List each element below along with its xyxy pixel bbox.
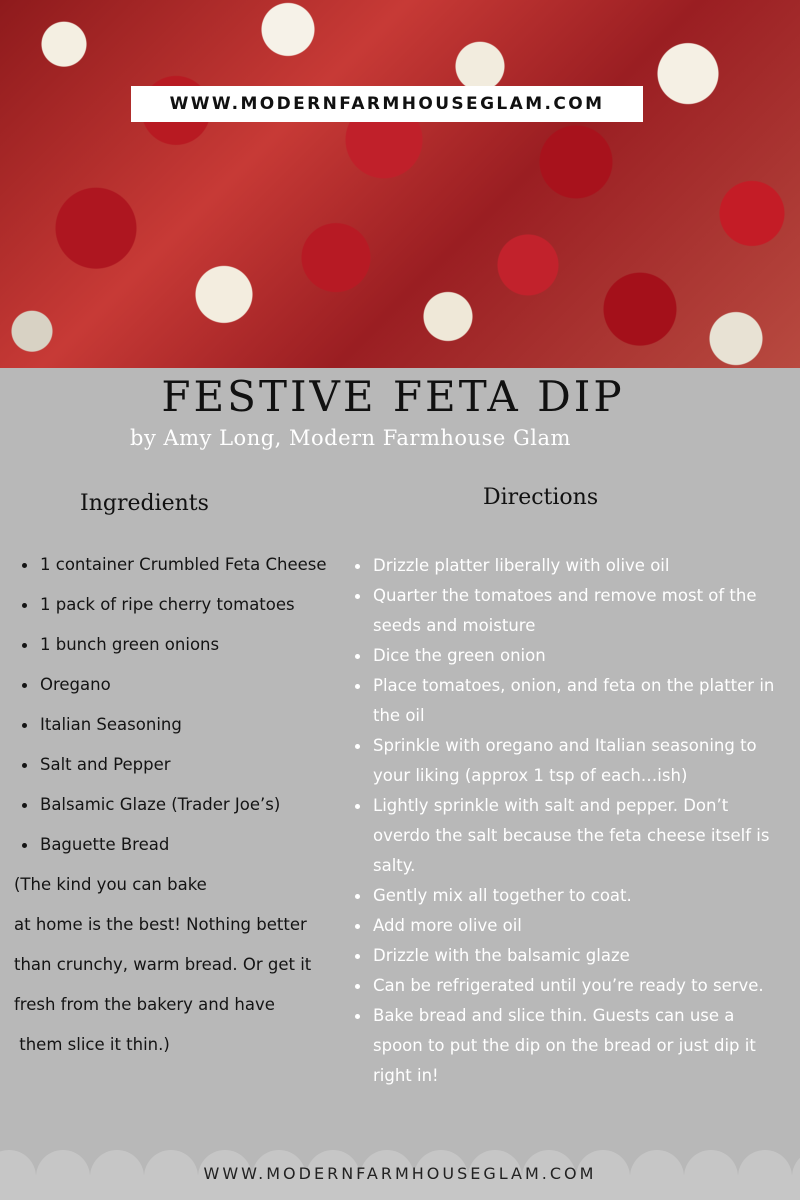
directions-heading: Directions <box>483 485 599 510</box>
ingredient-item: Italian Seasoning <box>20 710 350 750</box>
ingredient-item: Oregano <box>20 670 350 710</box>
ingredient-item: 1 container Crumbled Feta Cheese <box>20 550 350 590</box>
direction-step: Place tomatoes, onion, and feta on the platter in the oil <box>353 671 783 731</box>
hero-photo <box>0 0 800 368</box>
direction-step: Dice the green onion <box>353 641 783 671</box>
bread-note-line: fresh from the bakery and have <box>14 995 275 1014</box>
ingredient-item: 1 bunch green onions <box>20 630 350 670</box>
direction-step: Quarter the tomatoes and remove most of the seeds and moisture <box>353 581 783 641</box>
footer-url: WWW.MODERNFARMHOUSEGLAM.COM <box>203 1164 597 1183</box>
ingredient-item: 1 pack of ripe cherry tomatoes <box>20 590 350 630</box>
bread-note-line: than crunchy, warm bread. Or get it <box>14 955 312 974</box>
bread-note-line: at home is the best! Nothing better <box>14 915 307 934</box>
direction-step: Lightly sprinkle with salt and pepper. Don’t overdo the salt because the feta cheese itself is salty. <box>353 791 783 881</box>
bread-note <box>14 870 344 1070</box>
bread-note-line: (The kind you can bake <box>14 875 207 894</box>
direction-step: Gently mix all together to coat. <box>353 881 783 911</box>
hero-url-banner: WWW.MODERNFARMHOUSEGLAM.COM <box>131 86 643 122</box>
direction-step: Bake bread and slice thin. Guests can use a spoon to put the dip on the bread or just dip it right in! <box>353 1001 783 1091</box>
direction-step: Add more olive oil <box>353 911 783 941</box>
directions-list <box>353 551 783 1091</box>
ingredients-list <box>20 550 350 870</box>
ingredients-heading: Ingredients <box>80 491 209 516</box>
direction-step: Drizzle with the balsamic glaze <box>353 941 783 971</box>
direction-step: Sprinkle with oregano and Italian seasoning to your liking (approx 1 tsp of each…ish) <box>353 731 783 791</box>
ingredient-item: Baguette Bread <box>20 830 350 870</box>
direction-step: Can be refrigerated until you’re ready to serve. <box>353 971 783 1001</box>
bread-note-line: them slice it thin.) <box>14 1035 170 1054</box>
page-title: FESTIVE FETA DIP <box>161 372 625 421</box>
ingredient-item: Balsamic Glaze (Trader Joe’s) <box>20 790 350 830</box>
author-byline: by Amy Long, Modern Farmhouse Glam <box>130 426 571 450</box>
direction-step: Drizzle platter liberally with olive oil <box>353 551 783 581</box>
ingredient-item: Salt and Pepper <box>20 750 350 790</box>
